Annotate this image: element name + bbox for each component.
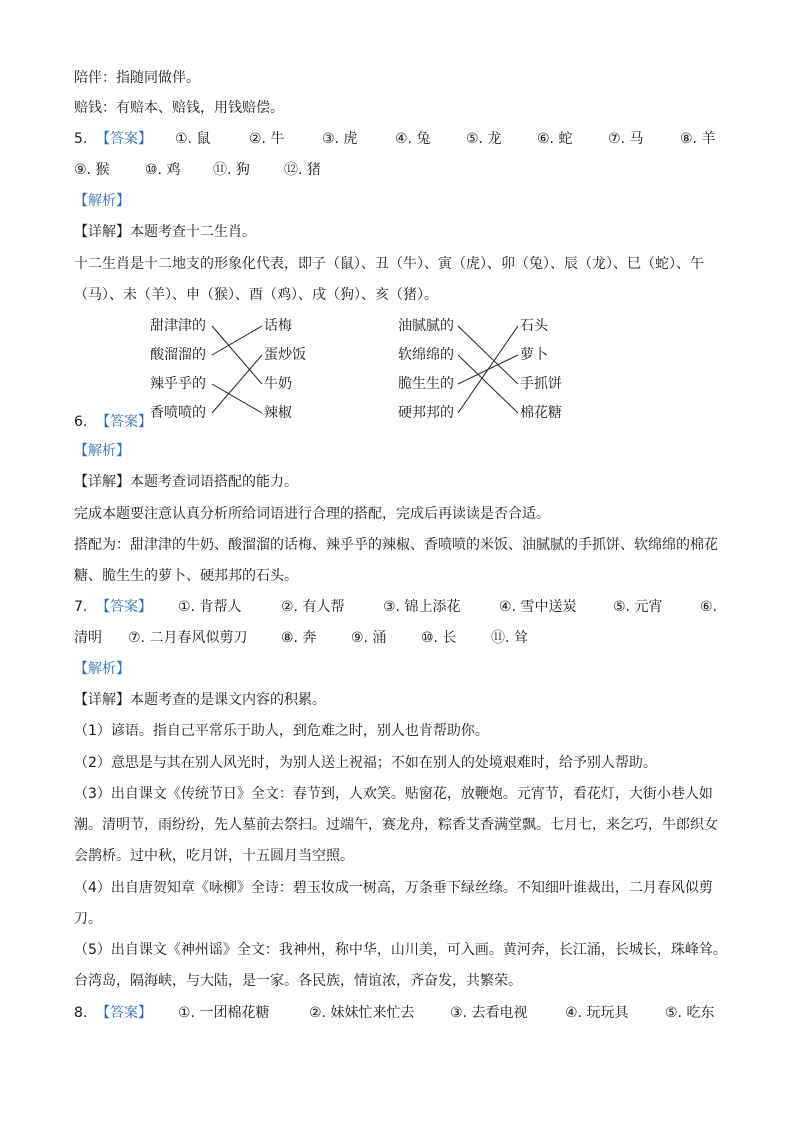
q5-answer-10: ⑩. 鸡 [145, 162, 181, 178]
q7-answer-7: ⑦. 二月春风似剪刀 [128, 630, 248, 646]
line-peiqian: 赔钱：有赔本、赔钱，用钱赔偿。 [74, 100, 284, 116]
q7-answer-10: ⑩. 长 [421, 630, 457, 646]
q7-answer-6-marker: ⑥. [700, 599, 718, 615]
q7-answer-3: ③. 锦上添花 [383, 599, 461, 615]
left-match-1: 话梅 [264, 318, 292, 334]
right-word-2: 软绵绵的 [398, 347, 454, 363]
q5-answer-12: ⑫. 猪 [284, 162, 321, 178]
q7-para-4: 潮。清明节，雨纷纷，先人墓前去祭扫。过端午，赛龙舟，粽香艾香满堂飘。七月七，来乞巧，牛郎织女 [74, 817, 718, 833]
line-peiban: 陪伴：指随同做伴。 [74, 70, 200, 86]
q7-answer-9: ⑨. 涌 [351, 630, 387, 646]
q5-answer-8: ⑧. 羊 [680, 131, 716, 147]
q5-answer-6: ⑥. 蛇 [537, 131, 573, 147]
q5-answer-9: ⑨. 猴 [74, 162, 110, 178]
q5-answer-11: ⑪. 狗 [213, 162, 250, 178]
q5-answer-7: ⑦. 马 [608, 131, 644, 147]
left-word-1: 甜津津的 [150, 318, 206, 334]
q7-answer-11: ⑪. 耸 [491, 630, 528, 646]
q7-para-3: （3）出自课文《传统节日》全文：春节到，人欢笑。贴窗花，放鞭炮。元宵节，看花灯，大街小巷人如 [74, 786, 713, 802]
left-match-3: 牛奶 [264, 376, 292, 392]
q6-number: 6. [74, 414, 88, 430]
link-younini-shouzhuabing [458, 326, 518, 384]
right-match-4: 棉花糖 [520, 405, 562, 421]
link-yingbangbang-shitou [458, 326, 518, 413]
q7-answer-6: 清明 [74, 630, 102, 646]
q8-answer-4: ④. 玩玩具 [565, 1005, 629, 1021]
q8-number: 8. [74, 1005, 88, 1021]
q7-analysis-tag: 【解析】 [74, 661, 130, 677]
left-match-2: 蛋炒饭 [264, 347, 306, 363]
q7-answer-tag: 【答案】 [96, 599, 152, 615]
q5-answer-3: ③. 虎 [322, 131, 358, 147]
q7-answer-5: ⑤. 元宵 [613, 599, 663, 615]
q7-number: 7. [74, 599, 88, 615]
q5-answer-1: ①. 鼠 [175, 131, 211, 147]
right-word-3: 脆生生的 [398, 376, 454, 392]
q7-answer-8: ⑧. 奔 [281, 630, 317, 646]
q7-para-2: （2）意思是与其在别人风光时，为别人送上祝福；不如在别人的处境艰难时，给予别人帮助。 [74, 755, 657, 771]
q6-analysis-tag: 【解析】 [74, 443, 130, 459]
right-match-3: 手抓饼 [520, 376, 562, 392]
q5-answer-2: ②. 牛 [249, 131, 285, 147]
q7-answer-4: ④. 雪中送炭 [499, 599, 577, 615]
q5-answer-4: ④. 兔 [395, 131, 431, 147]
q7-para-5: 会鹊桥。过中秋，吃月饼，十五圆月当空照。 [74, 848, 354, 864]
q5-detail: 【详解】本题考查十二生肖。 [74, 224, 256, 240]
left-word-2: 酸溜溜的 [150, 347, 206, 363]
q7-detail: 【详解】本题考查的是课文内容的积累。 [74, 692, 326, 708]
right-match-2: 萝卜 [520, 347, 548, 363]
q7-para-6: （4）出自唐贺知章《咏柳》全诗：碧玉妆成一树高，万条垂下绿丝绦。不知细叶谁裁出，二月春风似剪 [74, 880, 713, 896]
q5-answer-tag: 【答案】 [96, 131, 152, 147]
right-match-1: 石头 [520, 318, 548, 334]
q5-para-1: 十二生肖是十二地支的形象化代表，即子（鼠）、丑（牛）、寅（虎）、卯（兔）、辰（龙）、巳（蛇）、午 [74, 256, 704, 272]
q7-para-1: （1）谚语。指自己平常乐于助人，到危难之时，别人也肯帮助你。 [74, 723, 489, 739]
q7-answer-1: ①. 肯帮人 [178, 599, 242, 615]
q7-answer-2: ②. 有人帮 [281, 599, 345, 615]
link-lahuhu-lajiao [212, 384, 262, 413]
q5-answer-5: ⑤. 龙 [466, 131, 502, 147]
q7-para-9: 台湾岛，隔海峡，与大陆，是一家。各民族，情谊浓，齐奋发，共繁荣。 [74, 973, 522, 989]
q6-answer-tag: 【答案】 [96, 414, 152, 430]
left-word-3: 辣乎乎的 [150, 376, 206, 392]
q8-answer-5: ⑤. 吃东 [665, 1005, 715, 1021]
q7-para-8: （5）出自课文《神州谣》全文：我神州，称中华，山川美，可入画。黄河奔，长江涌，长城长，珠峰耸。 [74, 942, 727, 958]
link-ruanmianmian-mianhuatang [458, 355, 518, 413]
q8-answer-tag: 【答案】 [96, 1005, 152, 1021]
q5-analysis-tag: 【解析】 [74, 193, 130, 209]
q8-answer-3: ③. 去看电视 [450, 1005, 528, 1021]
q5-para-2: （马）、未（羊）、申（猴）、酉（鸡）、戌（狗）、亥（猪）。 [74, 287, 438, 303]
q6-para-2: 搭配为：甜津津的牛奶、酸溜溜的话梅、辣乎乎的辣椒、香喷喷的米饭、油腻腻的手抓饼、软绵绵的棉花 [74, 537, 718, 553]
q6-detail: 【详解】本题考查词语搭配的能力。 [74, 474, 298, 490]
q5-number: 5. [74, 131, 88, 147]
q7-para-7: 刀。 [74, 911, 102, 927]
right-word-1: 油腻腻的 [398, 318, 454, 334]
link-suanliuliu-huamei [212, 326, 262, 355]
q8-answer-1: ①. 一团棉花糖 [178, 1005, 270, 1021]
left-word-4: 香喷喷的 [150, 405, 206, 421]
right-word-4: 硬邦邦的 [398, 405, 454, 421]
q8-answer-2: ②. 妹妹忙来忙去 [309, 1005, 415, 1021]
link-xiangpenpen-danchaofan [212, 355, 262, 413]
link-tianjinjin-niunai [212, 326, 262, 384]
q6-para-3: 糖、脆生生的萝卜、硬邦邦的石头。 [74, 568, 298, 584]
q6-para-1: 完成本题要注意认真分析所给词语进行合理的搭配，完成后再读读是否合适。 [74, 506, 550, 522]
left-match-4: 辣椒 [264, 405, 292, 421]
